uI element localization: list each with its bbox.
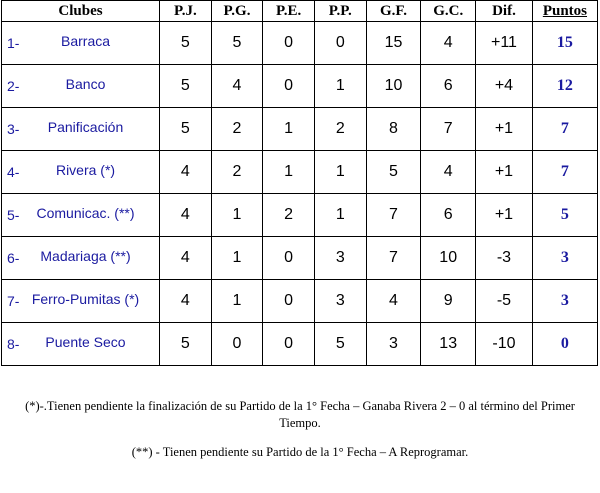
dif-cell: +1 — [476, 194, 533, 237]
pj-cell: 5 — [160, 65, 212, 108]
pp-cell: 5 — [314, 323, 366, 366]
club-cell — [2, 280, 160, 323]
dif-cell: -5 — [476, 280, 533, 323]
club-name: Madariaga (**) — [40, 248, 131, 264]
standings-table — [1, 0, 598, 366]
club-cell — [2, 323, 160, 366]
pg-cell: 2 — [211, 151, 263, 194]
pe-cell: 1 — [263, 108, 315, 151]
header-pg: P.G. — [211, 1, 263, 22]
pj-cell: 4 — [160, 194, 212, 237]
pg-cell: 1 — [211, 280, 263, 323]
pe-cell: 0 — [263, 65, 315, 108]
dif-cell: +4 — [476, 65, 533, 108]
position-label: 5- — [7, 207, 20, 223]
pg-cell: 4 — [211, 65, 263, 108]
gf-cell: 10 — [366, 65, 421, 108]
header-pj: P.J. — [160, 1, 212, 22]
club-name: Rivera (*) — [55, 162, 116, 178]
header-dif: Dif. — [476, 1, 533, 22]
pe-cell: 0 — [263, 280, 315, 323]
gf-cell: 7 — [366, 237, 421, 280]
dif-cell: +1 — [476, 108, 533, 151]
header-gc: G.C. — [421, 1, 476, 22]
pe-cell: 1 — [263, 151, 315, 194]
pg-cell: 2 — [211, 108, 263, 151]
pj-cell: 4 — [160, 151, 212, 194]
points-cell: 7 — [532, 108, 597, 151]
table-row — [2, 22, 598, 65]
position-label: 8- — [7, 336, 20, 352]
table-row — [2, 323, 598, 366]
gf-cell: 5 — [366, 151, 421, 194]
pe-cell: 0 — [263, 22, 315, 65]
pe-cell: 2 — [263, 194, 315, 237]
header-clubes: Clubes — [2, 1, 160, 22]
table-row — [2, 237, 598, 280]
dif-cell: -3 — [476, 237, 533, 280]
gc-cell: 9 — [421, 280, 476, 323]
pp-cell: 1 — [314, 65, 366, 108]
pj-cell: 5 — [160, 22, 212, 65]
table-row — [2, 65, 598, 108]
footnotes — [0, 398, 600, 461]
club-name: Puente Seco — [45, 334, 126, 350]
table-row — [2, 151, 598, 194]
gf-cell: 3 — [366, 323, 421, 366]
dif-cell: -10 — [476, 323, 533, 366]
gc-cell: 6 — [421, 194, 476, 237]
pp-cell: 3 — [314, 237, 366, 280]
gc-cell: 10 — [421, 237, 476, 280]
points-cell: 0 — [532, 323, 597, 366]
club-cell — [2, 108, 160, 151]
points-cell: 3 — [532, 237, 597, 280]
pe-cell: 0 — [263, 237, 315, 280]
pg-cell: 1 — [211, 237, 263, 280]
gf-cell: 7 — [366, 194, 421, 237]
club-name: Comunicac. (**) — [36, 205, 135, 221]
header-gf: G.F. — [366, 1, 421, 22]
table-row — [2, 280, 598, 323]
pp-cell: 3 — [314, 280, 366, 323]
header-pe: P.E. — [263, 1, 315, 22]
club-cell — [2, 151, 160, 194]
gc-cell: 13 — [421, 323, 476, 366]
gf-cell: 4 — [366, 280, 421, 323]
points-cell: 5 — [532, 194, 597, 237]
position-label: 1- — [7, 35, 20, 51]
club-name: Barraca — [61, 33, 111, 49]
gc-cell: 7 — [421, 108, 476, 151]
header-pp: P.P. — [314, 1, 366, 22]
club-name: Ferro-Pumitas (*) — [31, 291, 140, 307]
pj-cell: 5 — [160, 108, 212, 151]
position-label: 7- — [7, 293, 20, 309]
pp-cell: 1 — [314, 194, 366, 237]
dif-cell: +1 — [476, 151, 533, 194]
position-label: 2- — [7, 78, 20, 94]
header-puntos: Puntos — [532, 1, 597, 22]
pg-cell: 0 — [211, 323, 263, 366]
gc-cell: 4 — [421, 22, 476, 65]
footnote-single-asterisk: (*)-.Tienen pendiente la finalización de su Partido de la 1° Fecha – Ganaba Rivera 2 – 0 al término del Primer Tiempo. — [25, 399, 575, 430]
header-row — [2, 1, 598, 22]
points-cell: 7 — [532, 151, 597, 194]
footnote-double-asterisk: (**) - Tienen pendiente su Partido de la 1° Fecha – A Reprogramar. — [131, 445, 469, 459]
pp-cell: 0 — [314, 22, 366, 65]
points-cell: 3 — [532, 280, 597, 323]
pp-cell: 1 — [314, 151, 366, 194]
pp-cell: 2 — [314, 108, 366, 151]
table-row — [2, 194, 598, 237]
gf-cell: 15 — [366, 22, 421, 65]
dif-cell: +11 — [476, 22, 533, 65]
position-label: 4- — [7, 164, 20, 180]
club-name: Panificación — [47, 119, 124, 135]
pg-cell: 5 — [211, 22, 263, 65]
table-row — [2, 108, 598, 151]
points-cell: 15 — [532, 22, 597, 65]
gc-cell: 4 — [421, 151, 476, 194]
pj-cell: 4 — [160, 280, 212, 323]
club-name: Banco — [65, 76, 106, 92]
club-cell — [2, 65, 160, 108]
club-cell — [2, 22, 160, 65]
pj-cell: 5 — [160, 323, 212, 366]
pj-cell: 4 — [160, 237, 212, 280]
gf-cell: 8 — [366, 108, 421, 151]
points-cell: 12 — [532, 65, 597, 108]
position-label: 3- — [7, 121, 20, 137]
position-label: 6- — [7, 250, 20, 266]
pe-cell: 0 — [263, 323, 315, 366]
pg-cell: 1 — [211, 194, 263, 237]
gc-cell: 6 — [421, 65, 476, 108]
club-cell — [2, 194, 160, 237]
club-cell — [2, 237, 160, 280]
